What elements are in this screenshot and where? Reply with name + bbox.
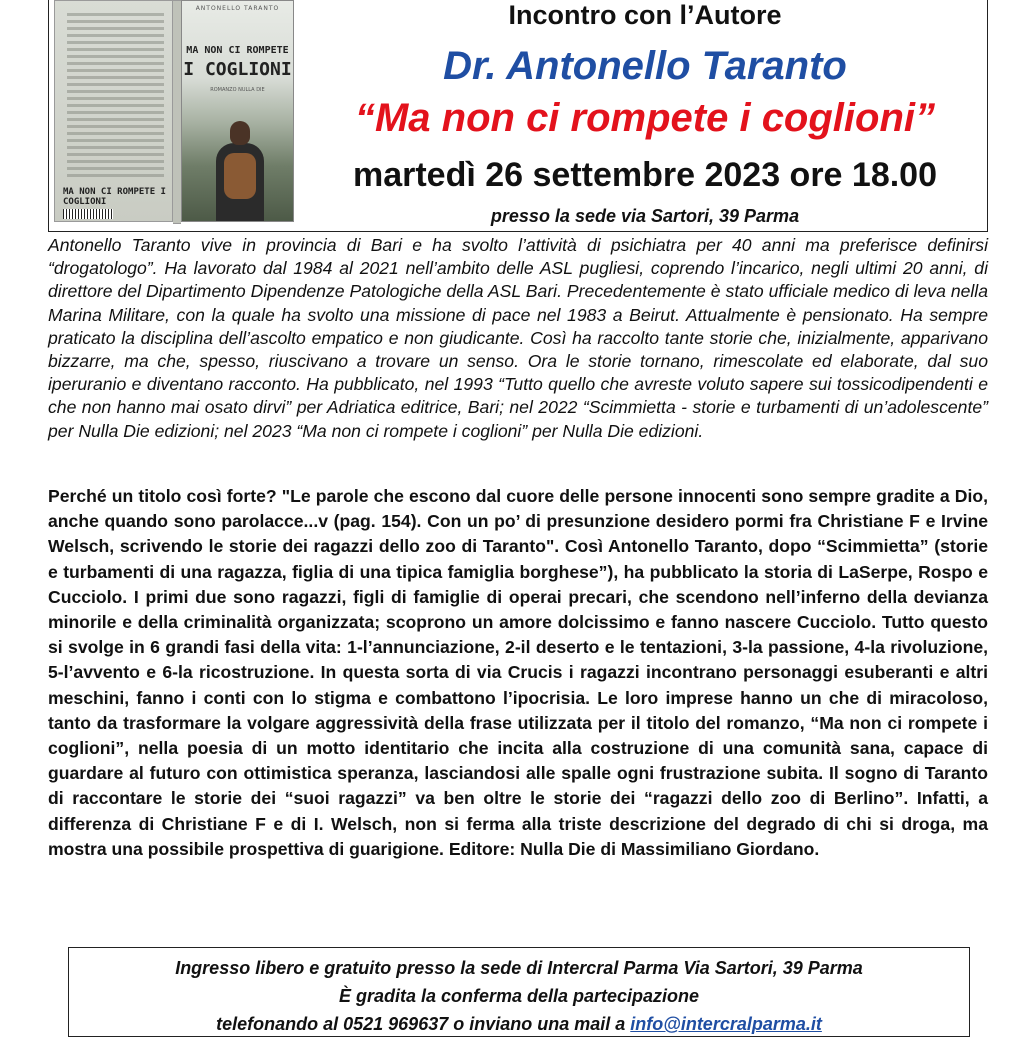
- event-heading: Incontro con l’Autore: [508, 0, 782, 30]
- event-venue: presso la sede via Sartori, 39 Parma: [490, 206, 800, 226]
- book-back-cover: [54, 0, 173, 222]
- book-front-title-line2: I COGLIONI: [183, 59, 292, 80]
- book-front-title-line1: MA NON CI ROMPETE: [186, 45, 289, 56]
- book-review-paragraph: Perché un titolo così forte? "Le parole che escono dal cuore delle persone innocenti sono sempre gradite a Dio, anche quando sono parolacce...v (pag. 154). Con un po’ di presunzione desidero pormi fra Christiane F e Irvine Welsch, scrivendo le storie dei ragazzi dello zoo di Taranto". Così Antonello Taranto, dopo “Scimmietta” (storie e turbamenti di una ragazza, figlia di una tipica famiglia borghese”), ha pubblicato la storia di LaSerpe, Rospo e Cucciolo. I primi due sono ragazzi, figli di famiglie di operai precari, che scendono nell’inferno della devianza minorile e della criminalità organizzata; scoprono un amore dolcissimo e fanno nascere Cucciolo. Tutto questo si svolge in 6 grandi fasi della vita: 1-l’annunciazione, 2-il deserto e le tentazioni, 3-la passione, 4-la rivoluzione, 5-l’avvento e 6-la ricostruzione. In questa sorta di via Crucis i ragazzi incontrano personaggi esuberanti e altri meschini, fanno i conti con lo stigma e combattono l’ipocrisia. Le loro imprese hanno un che di miracoloso, tanto da trasformare la volgare aggressività della frase utilizzata per il titolo del romanzo, “Ma non ci rompete i coglioni”, nella poesia di un motto identitario che incita alla costruzione di una comunità sana, capace di guardare al futuro con ottimistica speranza, lasciandosi alle spalle ogni frustrazione subita. Il sogno di Taranto di raccontare le storie dei “suoi ragazzi” va ben oltre le storie dei “ragazzi dello zoo di Berlino”. Infatti, a differenza di Christiane F e di I. Welsch, non si ferma alla triste descrizione del degrado di chi si droga, ma mostra una possibile prospettiva di guarigione. Editore: Nulla Die di Massimiliano Giordano.: [48, 486, 988, 859]
- book-front-cover: [181, 0, 294, 222]
- footer-contact-text: telefonando al 0521 969637 o inviano una mail a: [216, 1014, 631, 1034]
- author-name: Dr. Antonello Taranto: [443, 44, 847, 88]
- book-front-subtitle: ROMANZO NULLA DIE: [210, 87, 265, 93]
- boy-with-backpack-illustration: [216, 121, 264, 222]
- event-datetime: martedì 26 settembre 2023 ore 18.00: [352, 156, 937, 194]
- footer-line-contact: [69, 1010, 969, 1038]
- book-front-author: ANTONELLO TARANTO: [195, 5, 280, 12]
- book-title: “Ma non ci rompete i coglioni”: [354, 96, 936, 140]
- author-bio-paragraph: Antonello Taranto vive in provincia di Bari e ha svolto l’attività di psichiatra per 40 anni ma preferisce definirsi “drogatologo”. Ha lavorato dal 1984 al 2021 nell’ambito delle ASL pugliesi, coprendo l’incarico, negli ultimi 20 anni, di direttore del Dipartimento Dipendenze Patologiche della ASL Bari. Precedentemente è stato ufficiale medico di leva nella Marina Militare, con la quale ha svolto una missione di pace nel 1983 a Beirut. Attualmente è pensionato. Ha sempre praticato la disciplina dell’ascolto empatico e non giudicante. Così ha raccolto tante storie che, inizialmente, apparivano bizzarre, ma che, spesso, riuscivano a trovare un senso. Ora le storie tornano, rimescolate ed elaborate, dal suo iperuranio e diventano racconto. Ha pubblicato, nel 1993 “Tutto quello che avreste voluto sapere sui tossicodipendenti e che non hanno mai osato dirvi” per Adriatica editrice, Bari; nel 2022 “Scimmietta - storie e turbamenti di un’adolescente” per Nulla Die edizioni; nel 2023 “Ma non ci rompete i coglioni” per Nulla Die edizioni.: [48, 235, 988, 441]
- book-back-title: MA NON CI ROMPETE I COGLIONI: [63, 187, 166, 207]
- book-cover-image: [54, 0, 294, 222]
- book-spine: [173, 0, 181, 224]
- footer-line-entry: Ingresso libero e gratuito presso la sede di Intercral Parma Via Sartori, 39 Parma: [175, 958, 863, 978]
- barcode-icon: [63, 209, 113, 219]
- footer-line-confirmation: È gradita la conferma della partecipazione: [338, 986, 700, 1006]
- email-link[interactable]: info@intercralparma.it: [630, 1014, 822, 1034]
